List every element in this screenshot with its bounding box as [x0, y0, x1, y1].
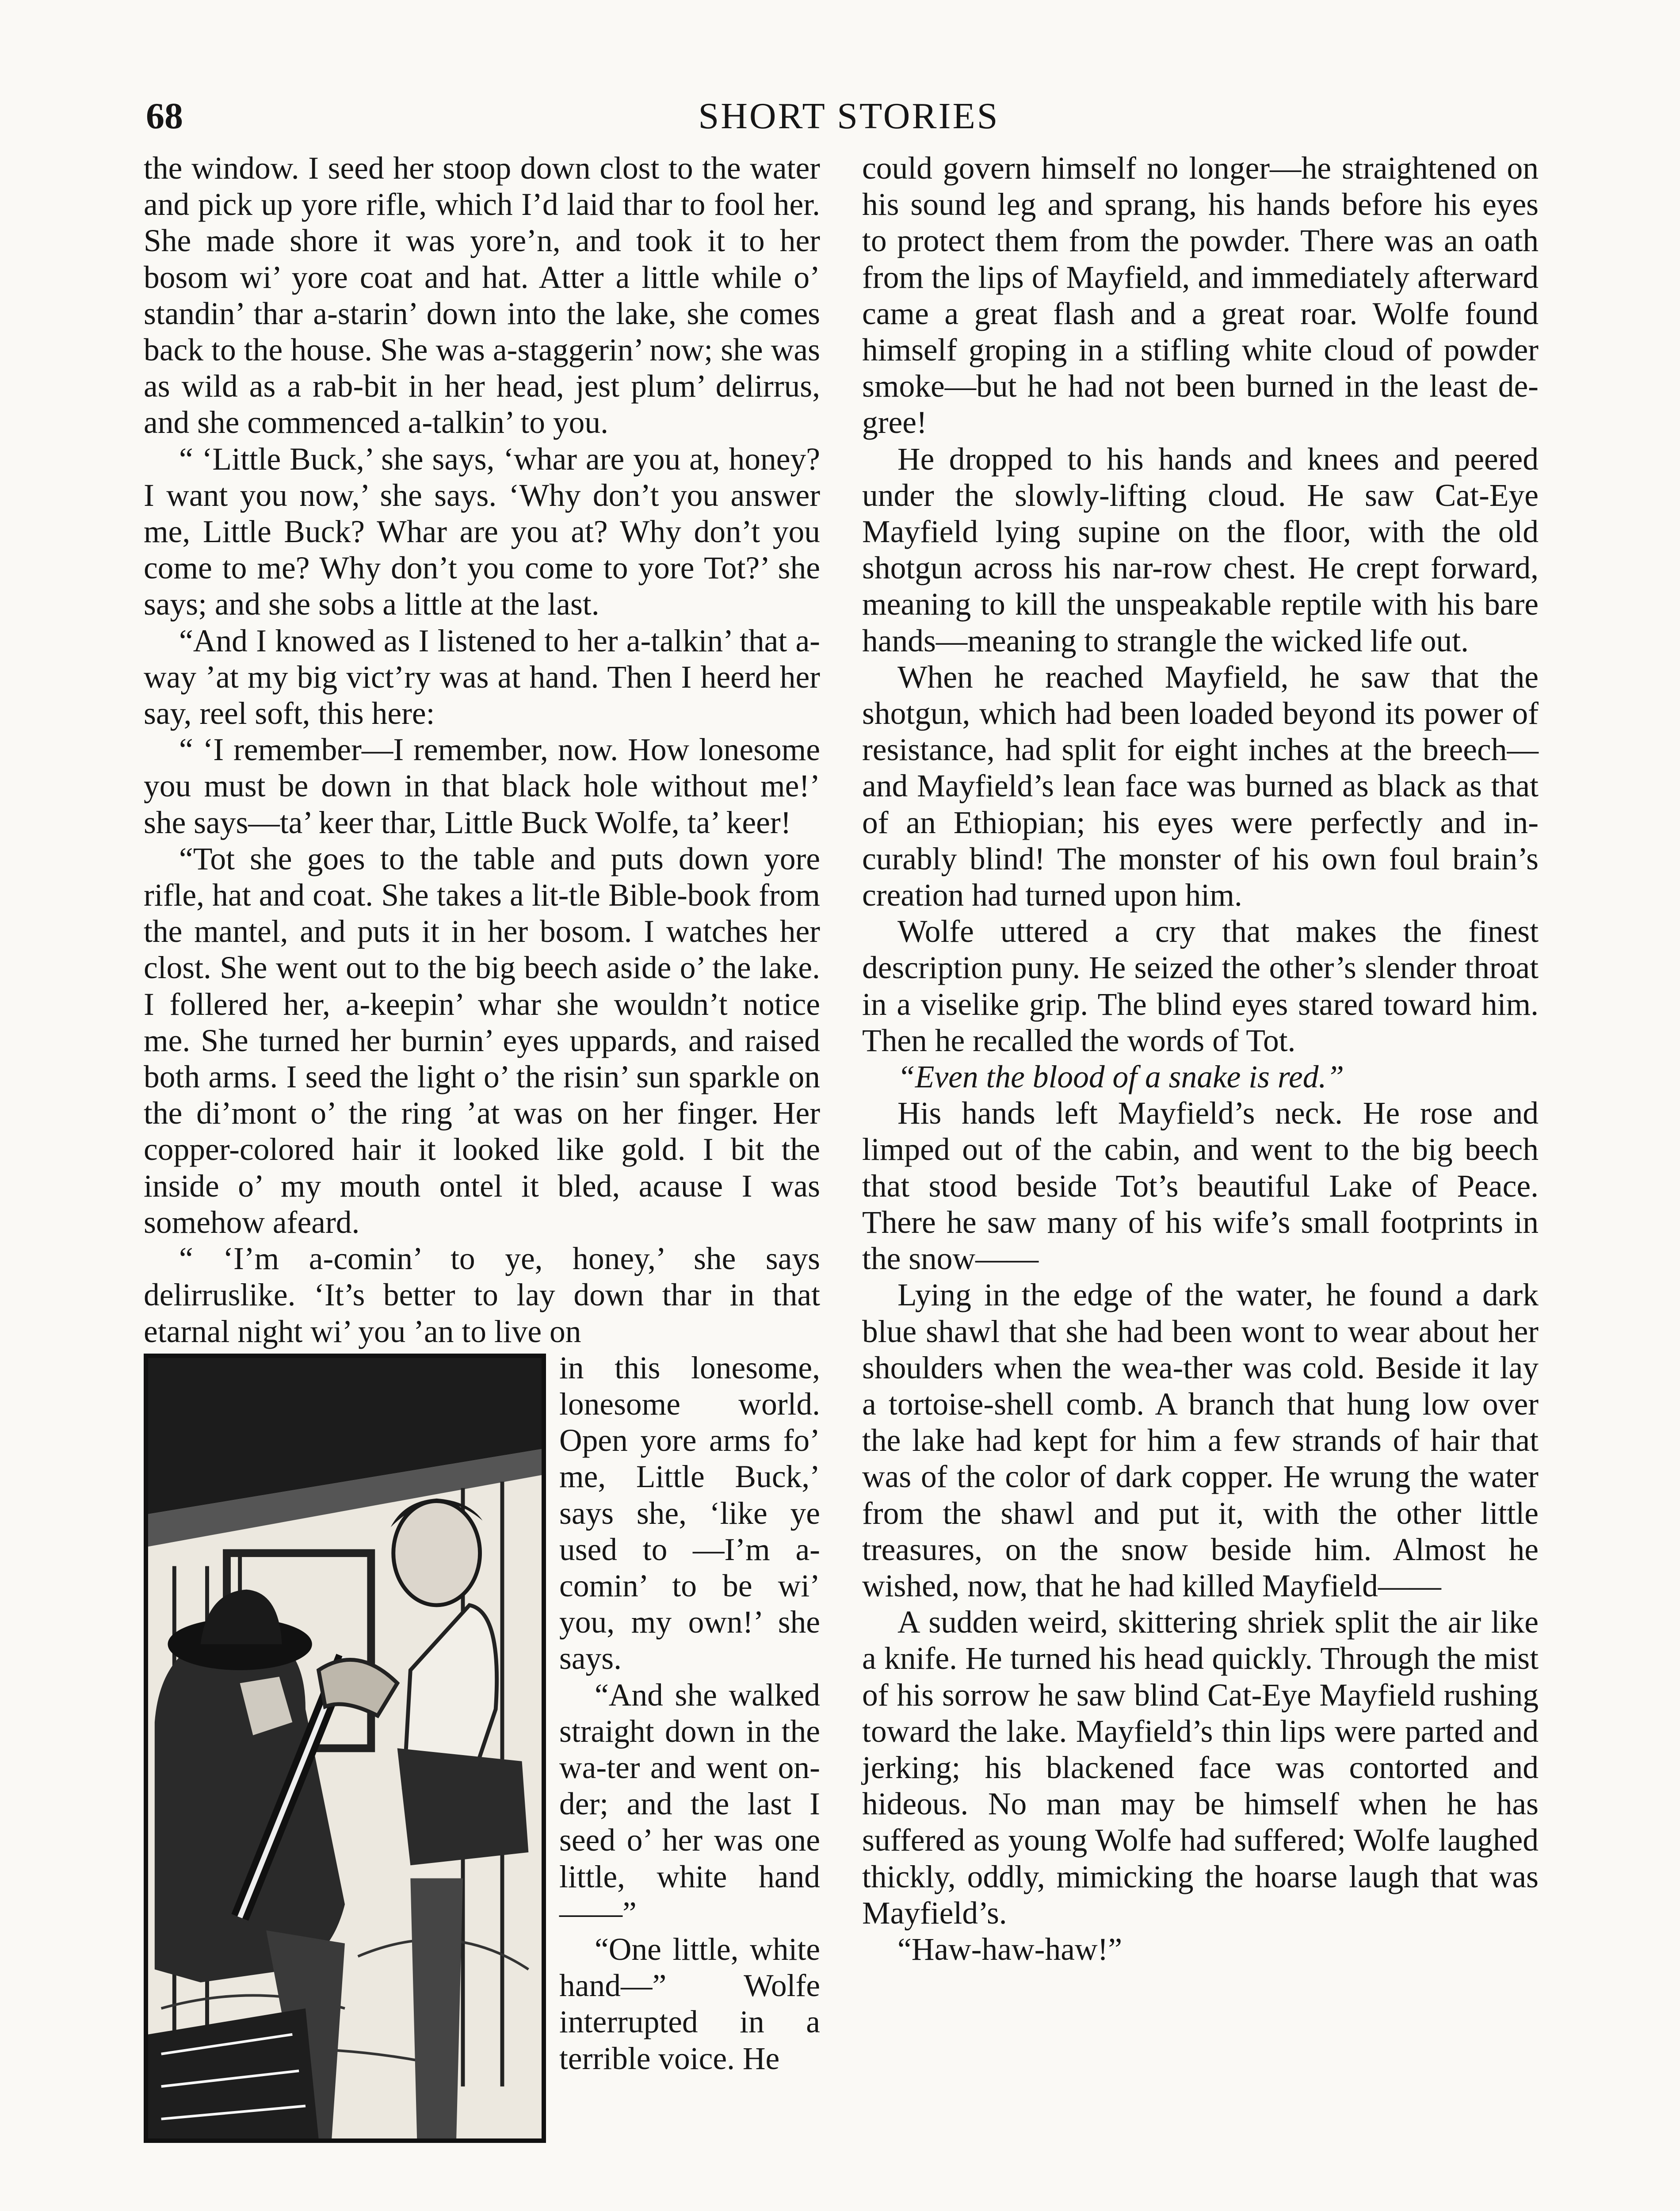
paragraph: When he reached Mayfield, he saw that the shotgun, which had been loaded beyond its power of resistance, had split for eight inches at the breech—and Mayfield’s lean face was burned as black as that of an Ethiopian; his eyes were perfectly and in-curably blind! The monster of his own foul brain’s creation had turned upon him.	[862, 659, 1539, 913]
paragraph: Wolfe uttered a cry that makes the finest description puny. He seized the other’s slender throat in a viselike grip. The blind eyes stared toward him. Then he recalled the words of Tot.	[862, 914, 1539, 1058]
right-column	[862, 150, 1539, 1968]
paragraph: Lying in the edge of the water, he found a dark blue shawl that she had been wont to wear about her shoulders when the wea-ther was cold. Beside it lay a tortoise-shell comb. A branch that hung low over the lake had kept for him a few strands of hair that was of the color of dark copper. He wrung the water from the shawl and put it, with the other little treasures, on the snow beside him. Almost he wished, now, that he had killed Mayfield——	[862, 1278, 1539, 1603]
page-header	[146, 92, 1552, 141]
paragraph: His hands left Mayfield’s neck. He rose and limped out of the cabin, and went to the big beech that stood beside Tot’s beautiful Lake of Peace. There he saw many of his wife’s small footprints in the snow——	[862, 1096, 1539, 1277]
paragraph: “And she walked straight down in the wa-ter and went on-der; and the last I seed o’ her was one little, white hand——”	[559, 1677, 820, 1931]
illustration-drawing	[148, 1358, 542, 2138]
paragraph: the window. I seed her stoop down clost to the water and pick up yore rifle, which I’d laid thar to fool her. She made shore it was yore’n, and took it to her bosom wi’ yore coat and hat. Atter a little while o’ standin’ thar a-starin’ down into the lake, she comes back to the house. She was a-staggerin’ now; she was as wild as a rab-bit in her head, jest plum’ delirrus, and she commenced a-talkin’ to you.	[144, 151, 820, 440]
paragraph: A sudden weird, skittering shriek split the air like a knife. He turned his head quickly. Through the mist of his sorrow he saw blind Cat-Eye Mayfield rushing toward the lake. Mayfield’s thin lips were parted and jerking; his blackened face was contorted and hideous. No man may be himself when he has suffered as young Wolfe had suffered; Wolfe laughed thickly, oddly, mimicking the hoarse laugh that was Mayfield’s.	[862, 1605, 1539, 1931]
left-column	[144, 150, 820, 2147]
quoted-line: “Even the blood of a snake is red.”	[897, 1060, 1344, 1095]
running-head: SHORT STORIES	[698, 96, 1000, 137]
paragraph: He dropped to his hands and knees and peered under the slowly-lifting cloud. He saw Cat-Eye Mayfield lying supine on the floor, with the old shotgun across his nar-row chest. He crept forward, meaning to kill the unspeakable reptile with his bare hands—meaning to strangle the wicked life out.	[862, 441, 1539, 658]
paragraph: “ ‘I’m a-comin’ to ye, honey,’ she says delirruslike. ‘It’s better to lay down thar in that etarnal night wi’ you ’an to live on	[144, 1241, 820, 1349]
paragraph: “And I knowed as I listened to her a-talkin’ that a-way ’at my big vict’ry was at hand. Then I heerd her say, reel soft, this here:	[144, 623, 820, 731]
paragraph: could govern himself no longer—he straightened on his sound leg and sprang, his hands before his eyes to protect them from the powder. There was an oath from the lips of Mayfield, and immediately afterward came a great flash and a great roar. Wolfe found himself groping in a stifling white cloud of powder smoke—but he had not been burned in the least de-gree!	[862, 151, 1539, 440]
page-number: 68	[146, 96, 183, 137]
paragraph: “ ‘Little Buck,’ she says, ‘whar are you at, honey? I want you now,’ she says. ‘Why don’t you answer me, Little Buck? Whar are you at? Why don’t you come to me? Why don’t you come to yore Tot?’ she says; and she sobs a little at the last.	[144, 441, 820, 622]
paragraph: “Haw-haw-haw!”	[897, 1932, 1123, 1967]
story-illustration	[144, 1354, 546, 2143]
paragraph: “ ‘I remember—I remember, now. How lonesome you must be down in that black hole without me!’ she says—ta’ keer thar, Little Buck Wolfe, ta’ keer!	[144, 732, 820, 840]
paragraph: “One little, white hand—” Wolfe interrupted in a terrible voice. He	[559, 1932, 820, 2076]
paragraph: “Tot she goes to the table and puts down yore rifle, hat and coat. She takes a lit-tle Bible-book from the mantel, and puts it in her bosom. I watches her clost. She went out to the big beech aside o’ the lake. I follered her, a-keepin’ whar she wouldn’t notice me. She turned her burnin’ eyes uppards, and raised both arms. I seed the light o’ the risin’ sun sparkle on the di’mont o’ the ring ’at was on her finger. Her copper-colored hair it looked like gold. I bit the inside o’ my mouth ontel it bled, acause I was somehow afeard.	[144, 841, 820, 1240]
paragraph: in this lonesome, lonesome world. Open yore arms fo’ me, Little Buck,’ says she, ‘like ye used to —I’m a-comin’ to be wi’ you, my own!’ she says.	[559, 1350, 820, 1676]
